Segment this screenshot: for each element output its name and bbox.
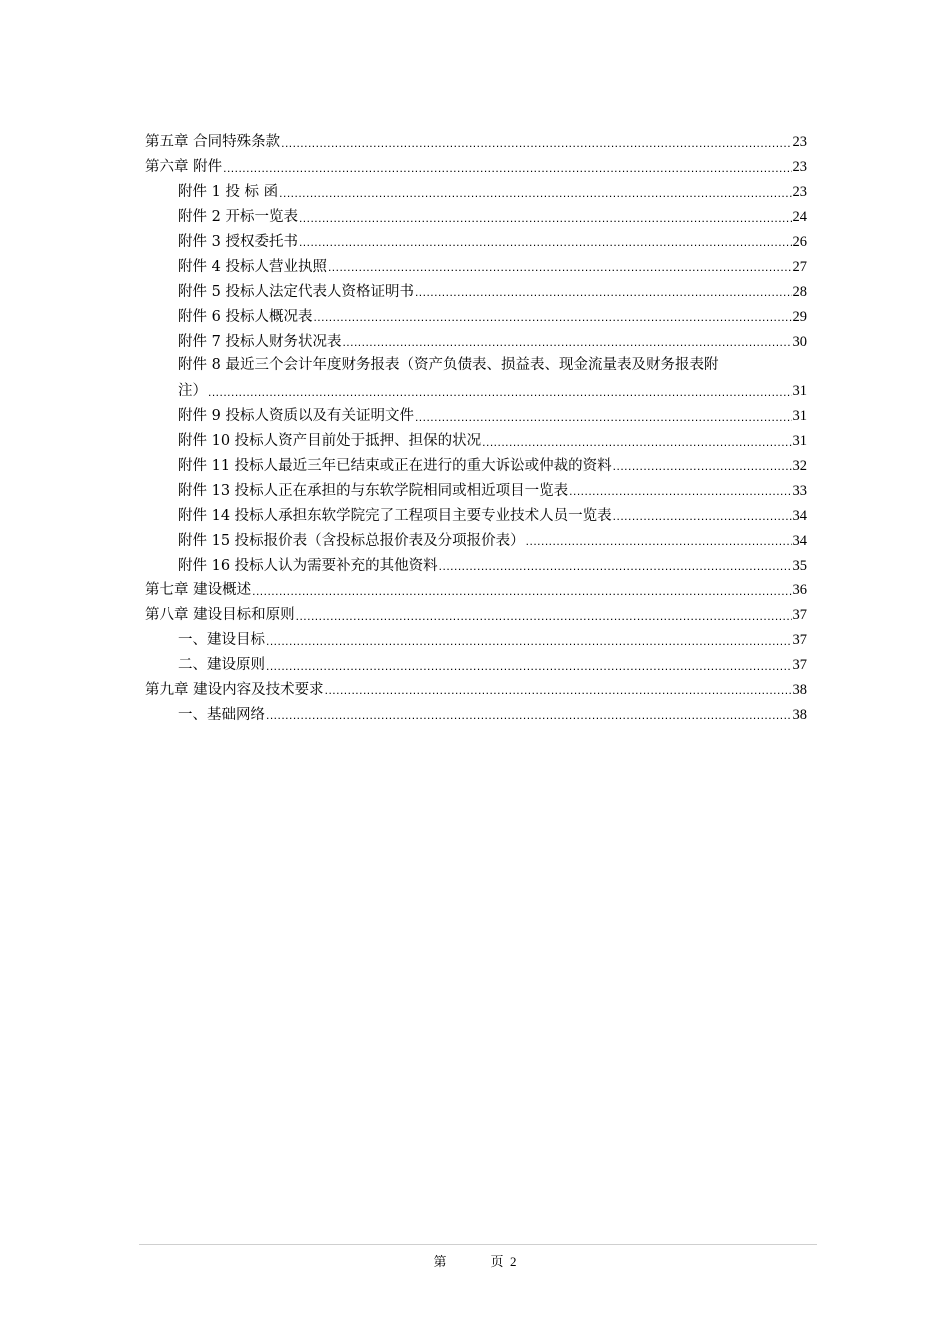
toc-leader-dots	[281, 137, 791, 149]
toc-entry-title: 注）	[178, 383, 207, 400]
footer-page-number: 2	[510, 1254, 517, 1269]
toc-entry-title: 附件 14 投标人承担东软学院完了工程项目主要专业技术人员一览表	[178, 507, 612, 524]
toc-entry-title: 二、建设原则	[178, 657, 265, 674]
toc-entry[interactable]	[145, 573, 807, 598]
toc-entry-title: 附件 9 投标人资质以及有关证明文件	[178, 408, 414, 425]
toc-entry[interactable]	[145, 349, 807, 399]
toc-entry-page: 32	[792, 457, 807, 474]
toc-leader-dots	[415, 286, 792, 298]
toc-entry-page: 37	[792, 607, 807, 624]
toc-entry-page: 38	[792, 681, 807, 698]
toc-entry-page: 38	[792, 706, 807, 723]
toc-entry-title: 第七章 建设概述	[145, 582, 252, 599]
toc-entry[interactable]	[145, 449, 807, 474]
toc-leader-dots	[266, 709, 792, 721]
toc-leader-dots	[313, 311, 791, 323]
toc-leader-dots	[325, 684, 792, 696]
page-footer	[0, 1251, 950, 1270]
footer-suffix: 页	[490, 1254, 504, 1269]
toc-entry-page: 34	[792, 507, 807, 524]
toc-entry[interactable]	[145, 648, 807, 673]
toc-entry-title: 第五章 合同特殊条款	[145, 134, 281, 151]
toc-entry-page: 30	[792, 333, 807, 350]
toc-entry[interactable]	[145, 598, 807, 623]
toc-entry-title: 附件 1 投 标 函	[178, 184, 279, 201]
toc-entry[interactable]	[145, 125, 807, 150]
toc-entry-page: 23	[792, 159, 807, 176]
toc-leader-dots	[569, 485, 791, 497]
toc-entry-page: 37	[792, 657, 807, 674]
toc-entry[interactable]	[145, 673, 807, 698]
toc-entry-page: 35	[792, 557, 807, 574]
toc-entry[interactable]	[145, 249, 807, 274]
toc-entry-title: 附件 13 投标人正在承担的与东软学院相同或相近项目一览表	[178, 482, 569, 499]
toc-leader-dots	[342, 336, 791, 348]
toc-entry-title: 附件 6 投标人概况表	[178, 308, 313, 325]
toc-entry[interactable]	[145, 498, 807, 523]
toc-entry-page: 36	[792, 582, 807, 599]
toc-entry-page: 34	[792, 532, 807, 549]
toc-entry[interactable]	[145, 225, 807, 250]
table-of-contents	[145, 125, 807, 722]
toc-entry-title: 附件 3 授权委托书	[178, 233, 298, 250]
toc-entry-page: 23	[792, 134, 807, 151]
toc-entry-title: 附件 10 投标人资产目前处于抵押、担保的状况	[178, 433, 482, 450]
toc-entry-title: 附件 15 投标报价表（含投标总报价表及分项报价表）	[178, 532, 525, 549]
toc-entry[interactable]	[145, 299, 807, 324]
toc-entry-title: 第六章 附件	[145, 159, 223, 176]
toc-leader-dots	[613, 510, 792, 522]
toc-entry-title: 第八章 建设目标和原则	[145, 607, 295, 624]
toc-entry-title: 附件 4 投标人营业执照	[178, 258, 327, 275]
toc-leader-dots	[299, 236, 792, 248]
toc-entry-title-line1: 附件 8 最近三个会计年度财务报表（资产负债表、损益表、现金流量表及财务报表附	[178, 356, 719, 373]
toc-entry-page: 31	[792, 433, 807, 450]
toc-entry[interactable]	[145, 200, 807, 225]
toc-entry[interactable]	[145, 324, 807, 349]
footer-divider	[139, 1244, 817, 1245]
toc-leader-dots	[415, 411, 792, 423]
toc-leader-dots	[296, 610, 792, 622]
toc-entry[interactable]	[145, 274, 807, 299]
toc-entry-page: 23	[792, 184, 807, 201]
toc-entry[interactable]	[145, 623, 807, 648]
footer-prefix: 第	[433, 1254, 447, 1269]
toc-entry[interactable]	[145, 548, 807, 573]
toc-leader-dots	[279, 187, 791, 199]
toc-leader-dots	[482, 436, 791, 448]
toc-entry-page: 29	[792, 308, 807, 325]
toc-entry-page: 27	[792, 258, 807, 275]
toc-leader-dots	[439, 560, 792, 572]
toc-entry-title: 附件 2 开标一览表	[178, 209, 298, 226]
toc-entry[interactable]	[145, 697, 807, 722]
toc-leader-dots	[328, 261, 792, 273]
toc-leader-dots	[613, 460, 792, 472]
toc-entry-title: 第九章 建设内容及技术要求	[145, 681, 324, 698]
toc-entry-title: 一、基础网络	[178, 706, 265, 723]
toc-entry[interactable]	[145, 424, 807, 449]
toc-entry-page: 31	[792, 408, 807, 425]
toc-leader-dots	[252, 585, 791, 597]
toc-entry[interactable]	[145, 473, 807, 498]
toc-entry-page: 37	[792, 632, 807, 649]
toc-entry[interactable]	[145, 150, 807, 175]
toc-entry-page: 28	[792, 283, 807, 300]
toc-entry-title: 附件 11 投标人最近三年已结束或正在进行的重大诉讼或仲裁的资料	[178, 457, 612, 474]
toc-entry-page: 24	[792, 209, 807, 226]
toc-entry-title: 附件 7 投标人财务状况表	[178, 333, 342, 350]
toc-leader-dots	[299, 212, 792, 224]
toc-leader-dots	[223, 162, 791, 174]
toc-entry[interactable]	[145, 175, 807, 200]
toc-leader-dots	[266, 635, 792, 647]
toc-leader-dots	[208, 386, 792, 398]
toc-entry[interactable]	[145, 399, 807, 424]
toc-entry-title: 附件 5 投标人法定代表人资格证明书	[178, 283, 414, 300]
toc-leader-dots	[266, 660, 792, 672]
toc-entry[interactable]	[145, 523, 807, 548]
toc-entry-page: 31	[792, 383, 807, 400]
toc-leader-dots	[526, 535, 792, 547]
toc-entry-title: 附件 16 投标人认为需要补充的其他资料	[178, 557, 438, 574]
toc-entry-title: 一、建设目标	[178, 632, 265, 649]
toc-entry-page: 33	[792, 482, 807, 499]
toc-entry-page: 26	[792, 233, 807, 250]
